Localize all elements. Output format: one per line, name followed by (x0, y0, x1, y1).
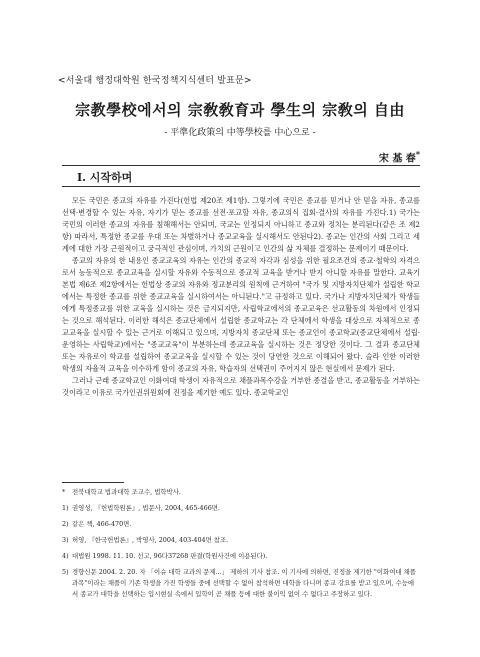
seminar-header-tag: <서울대 행정대학원 한국정책지식센터 발표문> (58, 76, 252, 86)
footnote-number: 4) (62, 552, 69, 560)
footnote-number: 3) (62, 536, 69, 544)
body-paragraph: 그러나 근래 종교학교인 이화여대 학생이 자유적으로 채플과목수강을 거부한 종결을 받고, 종교활동을 거부하는 것이라고 이유로 국가인권위원회에 진정을 제기한 예도 있다. 종교학교인 (62, 376, 420, 397)
body-paragraph: 종교의 자유의 한 내용인 종교교육의 자유는 인간의 종교적 자각과 심성을 위한 필요조건의 종교·철학의 자격으로서 능동적으로 종교교육을 실시할 자유와 수동적으로 종교적 교육을 받거나 받지 아니할 자유를 말한다. 교육기본법 제6조 제2항에서는 헌법상 종교의 자유와 정교분리의 원칙에 근거하여 "국가 및 지방자치단체가 설립한 학교에서는 특정한 종교를 위한 종교교육을 실시하여서는 아니된다."고 규정하고 있다. 국가나 지방자치단체가 학생들에게 특정종교를 위한 교육을 실시하는 것은 금지되지만, 사립학교에서의 종교교육은 선교활동의 차원에서 인정되는 것으로 해석된다. 이러한 해석은 종교단체에서 설립한 종교학교는 각 단체에서 학생을 대상으로 자체적으로 종교교육을 실시할 수 있는 근거로 이해되고 있으며, 지방자치 종교단체 또는 종교인이 종교학교(종교단체에서 설립·운영하는 사립학교)에서는 "종교교육"이 부분하는데 종교교육을 실시하는 것은 정당한 것이다. 그 결과 종교단체 또는 자유로이 학교를 설립하여 종교교육을 실시할 수 있는 것이 당연한 것으로 이해되어 왔다. 슬라 인한 이러한 학생의 자율적 교육을 이수하게 함이 종교의 자유, 학습자의 선택권이 주어지지 않은 현실에서 문제가 된다. (62, 256, 420, 373)
author-line (379, 149, 420, 164)
section-rule-top (62, 165, 420, 166)
footnote-text: 같은 책, 466-470면. (72, 520, 132, 528)
footnote (62, 567, 420, 600)
footnote-number: 2) (62, 520, 69, 528)
body-text (62, 195, 420, 399)
footnote-text: 대법원 1998. 11. 10. 선고, 96다37268 판결(학원사건에 이용된다). (72, 552, 268, 560)
footnotes (62, 487, 420, 605)
footnote-text: 경향신문 2004. 2. 20. 자 「이슈 대학 교과의 문제...」 제하의 기사 참조. 이 기사에 의하면, 진정을 제기한 "이화여대 채플과목"이라는 채플이 기존 학생을 가진 학생들 중에 선택할 수 없어 참석하면 대학을 다니며 종교 강요를 받고 있으며, 수능에서 종교가 대학을 선택하는 입시현실 속에서 입학이 곧 채플 등에 대한 불이익 없이 수 없다고 주장하고 있다. (72, 568, 416, 598)
footnote-text: 권영성, 『헌법학원론』, 법문사, 2004, 465-466면. (72, 504, 220, 512)
footnote-number: * (62, 488, 66, 496)
paper-subtitle: - 平準化政策의 中等學校를 中心으로 - (164, 128, 316, 138)
footnote-number: 5) (62, 568, 69, 576)
footnote (62, 551, 420, 562)
footnote (62, 503, 420, 514)
footnote-number: 1) (62, 504, 69, 512)
body-paragraph: 모든 국민은 종교의 자유를 가진다(헌법 제20조 제1항). 그렇기에 국민은 종교를 믿거나 안 믿을 자유, 종교를 선택·변경할 수 있는 자유, 자기가 믿는 종교를 선전·포교할 자유, 종교의식 집회·결사의 자유를 가진다.1) 국가는 국민의 이러한 종교의 자유를 침해해서는 안되며, 국교는 인정되지 아니하고 종교와 정치는 분리된다(같은 조 제2항) 따라서, 특정한 종교를 우대 또는 차별하거나 종교교육을 실시해서도 안된다2). 종교는 인간의 사회 그리고 세계에 대한 가장 근원적이고 궁극적인 관심이며, 가치의 근원이고 인간의 삶 자체를 결정하는 문제이기 때문이다. (62, 196, 420, 253)
author-footnote-mark: * (415, 149, 420, 159)
footnote-text: 허영, 『한국헌법론』, 박영사, 2004, 403-404면 참조. (72, 536, 229, 544)
section-rule-bottom (62, 186, 420, 187)
footnote (62, 519, 420, 530)
footnote-divider (62, 482, 124, 483)
footnote-text: 전북대학교 법과대학 조교수, 법학박사. (72, 488, 181, 496)
section-heading: I. 시작하며 (77, 171, 133, 184)
footnote (62, 535, 420, 546)
footnote (62, 487, 420, 498)
author-name: 宋 基 春 (378, 153, 416, 165)
paper-title: 宗教學校에서의 宗敎敎育과 學生의 宗敎의 自由 (75, 101, 405, 119)
